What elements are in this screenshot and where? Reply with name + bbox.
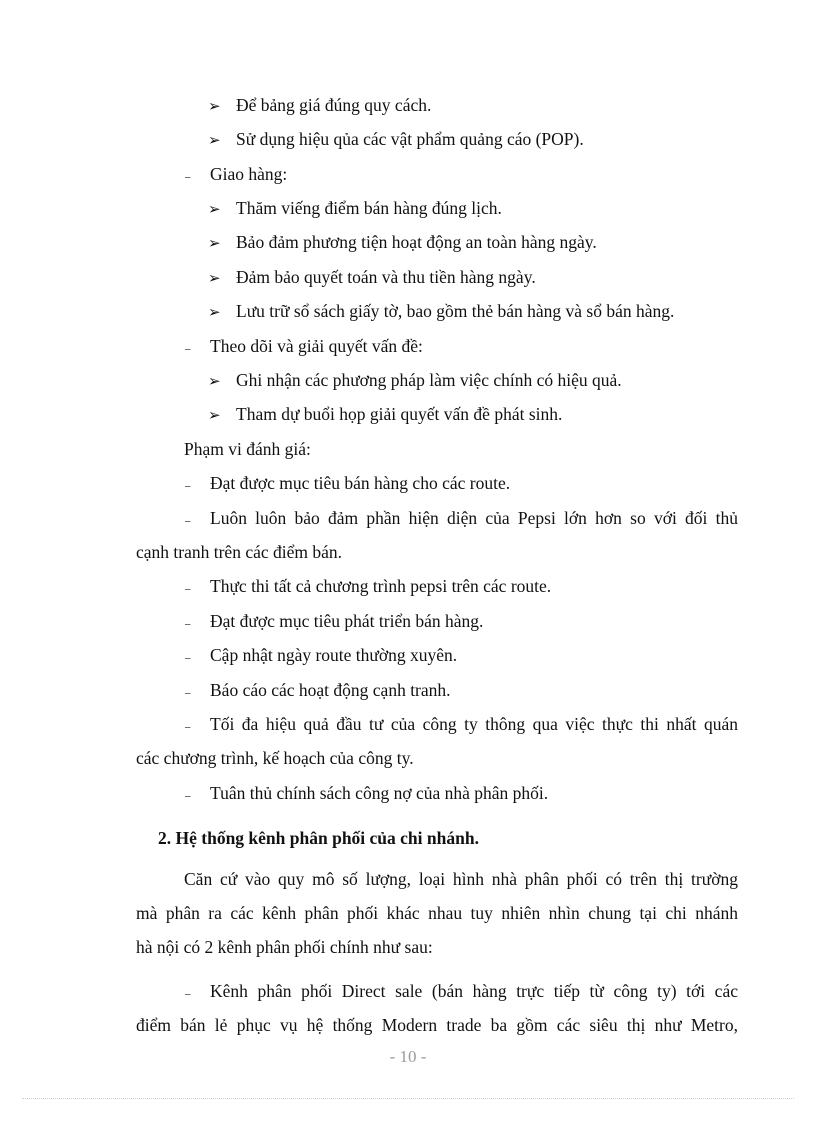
dash-bullet-icon: ₋ (184, 341, 192, 356)
sub-bullet-item: ➢ Tham dự buổi họp giải quyết vấn đề phát sinh. (208, 404, 563, 424)
bullet-item: ₋ Đạt được mục tiêu bán hàng cho các route. (184, 472, 510, 497)
bullet-item-wrapped: ₋ Tối đa hiệu quả đầu tư của công ty thông qua việc thực thi nhất quán (184, 713, 738, 738)
footer-divider (22, 1098, 794, 1099)
arrow-bullet-icon: ➢ (208, 200, 221, 218)
sub-bullet-item: ➢ Lưu trữ sổ sách giấy tờ, bao gồm thẻ bán hàng và sổ bán hàng. (208, 301, 675, 321)
bullet-item: ₋ Thực thi tất cả chương trình pepsi trên các route. (184, 575, 551, 600)
dash-bullet-icon: ₋ (184, 650, 192, 665)
page-number: - 10 - (389, 1047, 427, 1066)
dash-bullet-icon: ₋ (184, 513, 192, 528)
arrow-bullet-icon: ➢ (208, 303, 221, 321)
arrow-bullet-icon: ➢ (208, 131, 221, 149)
sub-bullet-item: ➢ Để bảng giá đúng quy cách. (208, 95, 432, 115)
bullet-continuation: các chương trình, kế hoạch của công ty. (136, 748, 414, 768)
sub-bullet-item: ➢ Đảm bảo quyết toán và thu tiền hàng ngày. (208, 267, 536, 287)
bullet-item-wrapped: ₋ Luôn luôn bảo đảm phần hiện diện của Pepsi lớn hơn so với đối thủ (184, 507, 738, 532)
dash-bullet-icon: ₋ (184, 685, 192, 700)
paragraph-line: hà nội có 2 kênh phân phối chính như sau: (136, 937, 433, 957)
sub-bullet-item: ➢ Sử dụng hiệu qủa các vật phẩm quảng cáo (POP). (208, 129, 584, 149)
paragraph-line: Căn cứ vào quy mô số lượng, loại hình nhà phân phối có trên thị trường (184, 869, 738, 889)
sub-bullet-item: ➢ Thăm viếng điểm bán hàng đúng lịch. (208, 198, 502, 218)
section-label: Phạm vi đánh giá: (184, 439, 311, 459)
dash-bullet-icon: ₋ (184, 169, 192, 184)
paragraph-line: mà phân ra các kênh phân phối khác nhau tuy nhiên nhìn chung tại chi nhánh (136, 903, 738, 923)
section-heading: 2. Hệ thống kênh phân phối của chi nhánh. (158, 828, 479, 848)
dash-bullet-icon: ₋ (184, 478, 192, 493)
bullet-item: ₋ Báo cáo các hoạt động cạnh tranh. (184, 679, 451, 704)
arrow-bullet-icon: ➢ (208, 269, 221, 287)
dash-bullet-icon: ₋ (184, 719, 192, 734)
arrow-bullet-icon: ➢ (208, 372, 221, 390)
bullet-item: ₋ Theo dõi và giải quyết vấn đề: (184, 335, 423, 360)
bullet-item: ₋ Đạt được mục tiêu phát triển bán hàng. (184, 610, 483, 635)
arrow-bullet-icon: ➢ (208, 97, 221, 115)
dash-bullet-icon: ₋ (184, 616, 192, 631)
bullet-item: ₋ Giao hàng: (184, 163, 287, 188)
sub-bullet-item: ➢ Ghi nhận các phương pháp làm việc chính có hiệu quả. (208, 370, 622, 390)
sub-bullet-item: ➢ Bảo đảm phương tiện hoạt động an toàn hàng ngày. (208, 232, 597, 252)
dash-bullet-icon: ₋ (184, 788, 192, 803)
bullet-item: ₋ Tuân thủ chính sách công nợ của nhà phân phối. (184, 782, 548, 807)
bullet-item-wrapped: ₋ Kênh phân phối Direct sale (bán hàng trực tiếp từ công ty) tới các (184, 980, 738, 1005)
arrow-bullet-icon: ➢ (208, 234, 221, 252)
bullet-continuation: cạnh tranh trên các điểm bán. (136, 542, 343, 562)
dash-bullet-icon: ₋ (184, 986, 192, 1001)
arrow-bullet-icon: ➢ (208, 406, 221, 424)
bullet-item: ₋ Cập nhật ngày route thường xuyên. (184, 644, 457, 669)
dash-bullet-icon: ₋ (184, 581, 192, 596)
bullet-continuation: điểm bán lẻ phục vụ hệ thống Modern trade ba gồm các siêu thị như Metro, (136, 1015, 738, 1035)
